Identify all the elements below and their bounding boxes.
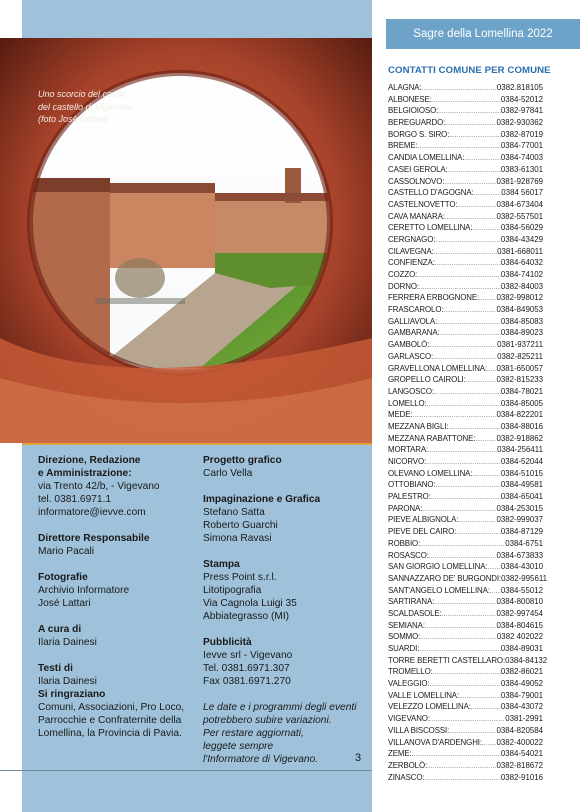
- contact-phone: 0382-557501: [496, 211, 543, 221]
- contact-name: GAMBARANA:: [388, 328, 440, 338]
- contact-name: ROBBIO:: [388, 538, 421, 548]
- dot-leader: [420, 633, 497, 645]
- credit-line: informatore@ievve.com: [38, 507, 146, 518]
- dot-leader: [472, 224, 500, 236]
- contact-row: [388, 304, 543, 316]
- contact-row: [388, 456, 543, 468]
- contact-phone: 0384-822201: [496, 410, 543, 420]
- contact-row: [388, 608, 543, 620]
- dot-leader: [458, 516, 496, 528]
- contact-name: CASTELLO D'AGOGNA:: [388, 188, 474, 198]
- contact-name: CERGNAGO:: [388, 234, 436, 244]
- note-line: Per restare aggiornati,: [203, 728, 304, 739]
- contact-name: COZZO:: [388, 270, 418, 279]
- contact-row: [388, 444, 543, 456]
- contact-row: [388, 374, 543, 386]
- dot-leader: [420, 540, 505, 552]
- contact-name: PIEVE DEL CAIRO:: [388, 527, 457, 537]
- dot-leader: [443, 306, 496, 318]
- contact-row: [388, 152, 543, 164]
- credit-heading: Progetto grafico: [203, 455, 282, 466]
- contact-name: MORTARA:: [388, 445, 429, 455]
- contact-name: VIGEVANO:: [388, 714, 430, 724]
- contact-phone: 0382-97841: [500, 106, 543, 116]
- contact-name: LANGOSCO:: [388, 386, 435, 396]
- credit-line: Stefano Satta: [203, 507, 265, 518]
- caption-line: (foto Josè Lattari): [38, 114, 109, 124]
- contact-phone: 0384-673404: [496, 199, 543, 209]
- contact-row: [388, 678, 543, 690]
- credit-block: [203, 558, 363, 623]
- contact-row: [388, 550, 543, 562]
- contact-row: [388, 573, 548, 585]
- contact-row: [388, 94, 543, 106]
- contact-row: [388, 596, 543, 608]
- contact-name: TORRE BERETTI CASTELLARO:: [388, 655, 506, 665]
- contact-phone: 0384-849053: [496, 305, 543, 315]
- contact-phone: 0384-78021: [500, 386, 543, 396]
- contact-name: GRAVELLONA LOMELLINA:: [388, 363, 488, 373]
- contact-phone: 0384-88016: [500, 421, 543, 431]
- photo-caption: [38, 88, 188, 126]
- contact-row: [388, 246, 543, 258]
- thanks-line: Comuni, Associazioni, Pro Loco,: [38, 702, 185, 713]
- contact-name: CASSOLNOVO:: [388, 176, 445, 186]
- contact-phone: 0384-64032: [500, 258, 543, 268]
- credit-line: Roberto Guarchi: [203, 520, 278, 531]
- contact-row: [388, 105, 543, 117]
- contact-row: [388, 269, 543, 281]
- contacts-title: CONTATTI COMUNE PER COMUNE: [388, 65, 551, 76]
- contact-phone: 0383-61301: [500, 164, 543, 174]
- contact-row: [388, 643, 543, 655]
- contact-phone: 0384-85005: [500, 398, 543, 408]
- contact-row: [388, 748, 543, 760]
- dot-leader: [440, 329, 501, 341]
- dot-leader: [442, 610, 497, 622]
- contact-name: TROMELLO:: [388, 667, 433, 677]
- credit-block: [38, 662, 188, 688]
- contact-name: PALESTRO:: [388, 492, 431, 502]
- dot-leader: [458, 201, 497, 213]
- dot-leader: [429, 341, 497, 353]
- contact-name: SANT'ANGELO LOMELLINA:: [388, 585, 490, 595]
- contact-phone: 0384-56029: [500, 223, 543, 233]
- credit-heading: Pubblicità: [203, 637, 252, 648]
- dot-leader: [475, 435, 496, 447]
- contact-name: OTTOBIANO:: [388, 480, 436, 490]
- contact-phone: 0384-79001: [500, 690, 543, 700]
- contact-row: [388, 82, 543, 94]
- contact-phone: 0382 402022: [496, 632, 543, 642]
- contact-name: VILLANOVA D'ARDENGHI:: [388, 737, 482, 747]
- dot-leader: [471, 703, 501, 715]
- contact-name: CILAVEGNA:: [388, 246, 434, 256]
- note-line: potrebbero subire variazioni.: [203, 715, 332, 726]
- contact-name: FRASCAROLO:: [388, 305, 444, 315]
- orange-divider: [22, 443, 372, 445]
- contact-phone: 0384-65041: [500, 492, 543, 502]
- dot-leader: [449, 131, 501, 143]
- credit-line: Litotipografia: [203, 585, 262, 596]
- contact-row: [388, 713, 543, 725]
- credit-line: Archivio Informatore: [38, 585, 130, 596]
- contact-row: [388, 538, 543, 550]
- contact-name: PIEVE ALBIGNOLA:: [388, 515, 459, 525]
- contact-row: [388, 129, 543, 141]
- contact-row: [388, 421, 543, 433]
- credit-line: Via Cagnola Luigi 35: [203, 598, 297, 609]
- contact-name: ALBONESE:: [388, 94, 432, 104]
- contact-phone: 0381-2991: [505, 714, 543, 724]
- dot-leader: [448, 166, 501, 178]
- contact-phone: 0384-49052: [500, 679, 543, 689]
- contact-name: SEMIANA:: [388, 620, 425, 630]
- dot-leader: [425, 622, 497, 634]
- contact-phone: 0384-6751: [505, 538, 543, 548]
- credit-line: Ilaria Dainesi: [38, 676, 97, 687]
- contact-phone: 0384-74003: [500, 153, 543, 163]
- dot-leader: [435, 259, 501, 271]
- credit-block: [38, 623, 188, 649]
- contact-row: [388, 620, 543, 632]
- contact-name: PARONA:: [388, 503, 423, 513]
- note-line: l'Informatore di Vigevano.: [203, 754, 319, 765]
- contact-name: CAVA MANARA:: [388, 211, 445, 221]
- credit-line: Ilaria Dainesi: [38, 637, 97, 648]
- caption-line: del castello di Vigevano: [38, 101, 133, 112]
- contact-row: [388, 760, 543, 772]
- credit-heading: Impaginazione e Grafica: [203, 494, 321, 505]
- contact-name: SUARDI:: [388, 644, 420, 653]
- contact-phone: 0381-650057: [496, 363, 543, 373]
- dot-leader: [432, 96, 501, 108]
- contact-phone: 0382-815233: [496, 375, 543, 385]
- contact-phone: 0384-43010: [500, 562, 543, 572]
- credit-line: Abbiategrasso (MI): [203, 611, 290, 622]
- contact-name: CONFIENZA:: [388, 258, 435, 268]
- contact-row: [388, 666, 543, 678]
- contact-name: SCALDASOLE:: [388, 608, 442, 618]
- thanks-line: Lomellina, la Provincia di Pavia.: [38, 728, 182, 739]
- credits-left: [38, 454, 188, 753]
- contact-phone: 0384-89023: [500, 328, 543, 338]
- contact-name: ROSASCO:: [388, 550, 429, 560]
- dot-leader: [464, 154, 501, 166]
- dot-leader: [487, 365, 496, 377]
- credit-line: Simona Ravasi: [203, 533, 272, 544]
- credit-line: Press Point s.r.l.: [203, 572, 277, 583]
- contact-row: [388, 281, 543, 293]
- contact-row: [388, 117, 543, 129]
- contact-phone: 0382-91016: [500, 772, 543, 782]
- contact-row: [388, 725, 543, 737]
- contact-name: BEREGUARDO:: [388, 118, 446, 128]
- dot-leader: [427, 400, 501, 412]
- castle-courtyard-photo: [0, 38, 372, 443]
- contact-name: LOMELLO:: [388, 398, 427, 408]
- contact-name: ZERBOLÒ:: [388, 760, 428, 770]
- dot-leader: [422, 84, 497, 96]
- credit-heading: Testi di: [38, 663, 73, 674]
- dot-leader: [472, 470, 500, 482]
- contact-row: [388, 491, 543, 503]
- contact-name: GALLIAVOLA:: [388, 316, 438, 326]
- contact-name: CASTELNOVETTO:: [388, 199, 458, 209]
- dot-leader: [427, 762, 496, 774]
- contact-row: [388, 176, 543, 188]
- contact-phone: 0384-256411: [497, 445, 543, 455]
- credit-line: tel. 0381.6971.1: [38, 494, 112, 505]
- thanks-block: [38, 688, 188, 740]
- dot-leader: [479, 294, 496, 306]
- dot-leader: [437, 318, 501, 330]
- caption-line: Uno scorcio del cortile: [38, 89, 127, 99]
- contact-name: CASEI GEROLA:: [388, 164, 448, 174]
- contact-phone: 0382-818672: [496, 760, 543, 770]
- contact-row: [388, 316, 543, 328]
- credit-line: Ievve srl - Vigevano: [203, 650, 293, 661]
- dot-leader: [445, 119, 496, 131]
- contact-phone: 0382-87019: [500, 129, 543, 139]
- credit-block: [38, 454, 188, 519]
- contact-row: [388, 211, 543, 223]
- dot-leader: [435, 236, 501, 248]
- contact-phone: 0382-400022: [496, 737, 543, 747]
- credit-line: Fax 0381.6971.270: [203, 676, 291, 687]
- credit-block: [203, 493, 363, 545]
- contact-phone: 0382.818105: [496, 83, 543, 92]
- contact-row: [388, 386, 543, 398]
- contact-name: NICORVO:: [388, 457, 427, 466]
- contact-phone: 0382-825211: [497, 351, 543, 361]
- contact-row: [388, 514, 543, 526]
- contact-phone: 0382-995611: [501, 573, 548, 583]
- note-line: leggete sempre: [203, 741, 274, 752]
- contact-row: [388, 398, 543, 410]
- contact-name: MEDE:: [388, 410, 413, 420]
- contact-name: GAMBOLÒ:: [388, 340, 430, 350]
- contact-name: DORNO:: [388, 281, 419, 291]
- contact-phone: 0384-85083: [500, 316, 543, 326]
- credit-heading: A cura di: [38, 624, 82, 635]
- credit-block: [203, 636, 363, 688]
- credit-line: Mario Pacali: [38, 546, 95, 557]
- credit-heading: Fotografie: [38, 572, 88, 583]
- contact-row: [388, 363, 543, 375]
- contact-phone: 0384-87129: [500, 527, 543, 537]
- contact-name: OLEVANO LOMELLINA:: [388, 468, 473, 478]
- contact-row: [388, 772, 543, 784]
- contact-phone: 0381-937211: [497, 340, 543, 350]
- contact-phone: 0384-253015: [496, 503, 543, 513]
- dot-leader: [424, 774, 500, 786]
- contact-name: MEZZANA RABATTONE:: [388, 433, 476, 443]
- dot-leader: [417, 271, 501, 283]
- contact-name: SARTIRANA:: [388, 597, 435, 607]
- contact-phone: 0381-928769: [496, 176, 543, 186]
- contact-phone: 0384-49581: [500, 480, 543, 490]
- contact-phone: 0384-54021: [500, 749, 543, 759]
- contact-phone: 0382-998012: [496, 293, 543, 303]
- credit-line: Carlo Vella: [203, 468, 253, 479]
- dot-leader: [438, 107, 501, 119]
- contact-row: [388, 526, 543, 538]
- contact-name: ZEME:: [388, 749, 412, 759]
- contacts-list: [388, 82, 548, 783]
- contact-row: [388, 503, 543, 515]
- contact-phone: 0384-74102: [500, 270, 543, 279]
- contact-phone: 0382-84003: [500, 281, 543, 291]
- contact-name: BELGIOIOSO:: [388, 106, 439, 116]
- contact-phone: 0384 56017: [501, 188, 543, 198]
- contact-name: FERRERA ERBOGNONE:: [388, 293, 480, 303]
- contact-row: [388, 292, 543, 304]
- contact-phone: 0384-800810: [496, 597, 543, 607]
- dot-leader: [456, 528, 501, 540]
- credit-line: via Trento 42/b, - Vigevano: [38, 481, 160, 492]
- contact-phone: 0384-52012: [500, 94, 543, 104]
- contact-name: SAN GIORGIO LOMELLINA:: [388, 562, 488, 572]
- bottom-rule: [0, 770, 372, 771]
- thanks-title: Si ringraziano: [38, 689, 106, 700]
- contact-name: MEZZANA BIGLI:: [388, 421, 449, 431]
- contact-row: [388, 187, 543, 199]
- contact-phone: 0382-997454: [496, 608, 543, 618]
- contact-name: VALLE LOMELLINA:: [388, 690, 460, 700]
- contact-row: [388, 561, 543, 573]
- credit-heading: Stampa: [203, 559, 240, 570]
- contact-row: [388, 409, 543, 421]
- contact-phone: 0384-43429: [500, 234, 543, 244]
- contact-phone: 0384-43072: [500, 702, 543, 712]
- contact-name: GROPELLO CAIROLI:: [388, 375, 466, 385]
- contact-name: GARLASCO:: [388, 351, 434, 361]
- contact-phone: 0384-89031: [500, 644, 543, 653]
- contact-row: [388, 631, 543, 643]
- contact-name: SOMMO:: [388, 632, 421, 642]
- credit-line: Tel. 0381.6971.307: [203, 663, 290, 674]
- contact-row: [388, 199, 543, 211]
- contact-phone: 0384-673833: [496, 550, 543, 560]
- note-line: Le date e i programmi degli eventi: [203, 702, 357, 713]
- dot-leader: [482, 739, 497, 751]
- dot-leader: [431, 493, 501, 505]
- contact-row: [388, 234, 543, 246]
- contact-row: [388, 140, 543, 152]
- events-note: [203, 701, 363, 766]
- contact-row: [388, 433, 543, 445]
- contact-row: [388, 655, 548, 667]
- dot-leader: [434, 598, 496, 610]
- contact-name: VALEGGIO:: [388, 679, 430, 689]
- header-bar: [386, 19, 580, 49]
- contact-row: [388, 351, 543, 363]
- contact-name: BORGO S. SIRO:: [388, 129, 450, 139]
- credit-heading: Direzione, Redazione: [38, 455, 141, 466]
- contact-phone: 0382-999037: [496, 515, 543, 525]
- contact-phone: 0384-820584: [496, 725, 543, 735]
- thanks-line: Parrocchie e Confraternite della: [38, 715, 182, 726]
- contact-phone: 0384-84132: [505, 655, 548, 665]
- contact-name: VELEZZO LOMELLINA:: [388, 702, 471, 712]
- contact-row: [388, 257, 543, 269]
- contact-phone: 0384-55012: [500, 585, 543, 595]
- contact-phone: 0384-804615: [496, 620, 543, 630]
- contact-phone: 0384-77001: [500, 141, 543, 151]
- contact-row: [388, 690, 543, 702]
- credit-block: [203, 454, 363, 480]
- contact-row: [388, 737, 543, 749]
- contact-phone: 0384-51015: [500, 468, 543, 478]
- contact-row: [388, 479, 543, 491]
- header-title: Sagre della Lomellina 2022: [413, 28, 553, 40]
- credit-block: [38, 571, 188, 610]
- credit-block: [38, 532, 188, 558]
- dot-leader: [433, 668, 501, 680]
- credit-heading: Direttore Responsabile: [38, 533, 150, 544]
- contact-name: CERETTO LOMELLINA:: [388, 223, 473, 233]
- contact-phone: 0381-668011: [497, 246, 543, 256]
- credit-heading: e Amministrazione:: [38, 468, 132, 479]
- credits-right: [203, 454, 363, 779]
- contact-row: [388, 701, 543, 713]
- contact-row: [388, 164, 543, 176]
- contact-row: [388, 327, 543, 339]
- credit-line: José Lattari: [38, 598, 91, 609]
- page-number: 3: [355, 752, 362, 764]
- dot-leader: [466, 376, 497, 388]
- contact-row: [388, 339, 543, 351]
- contact-row: [388, 468, 543, 480]
- dot-leader: [436, 481, 501, 493]
- dot-leader: [434, 388, 501, 400]
- contact-name: ALAGNA:: [388, 83, 422, 92]
- contact-name: CANDIA LOMELLINA:: [388, 153, 465, 163]
- contact-name: BREME:: [388, 141, 418, 151]
- contact-name: SANNAZZARO DE' BURGONDI:: [388, 573, 502, 583]
- contact-name: ZINASCO:: [388, 772, 425, 782]
- dot-leader: [434, 248, 497, 260]
- contact-row: [388, 585, 543, 597]
- contact-phone: 0382-930362: [496, 118, 543, 128]
- dot-leader: [428, 446, 497, 458]
- contact-phone: 0382-86021: [500, 667, 543, 677]
- contact-row: [388, 222, 543, 234]
- contact-phone: 0382-918862: [496, 433, 543, 443]
- contact-phone: 0384-52044: [500, 457, 543, 466]
- contact-name: VILLA BISCOSSI:: [388, 725, 450, 735]
